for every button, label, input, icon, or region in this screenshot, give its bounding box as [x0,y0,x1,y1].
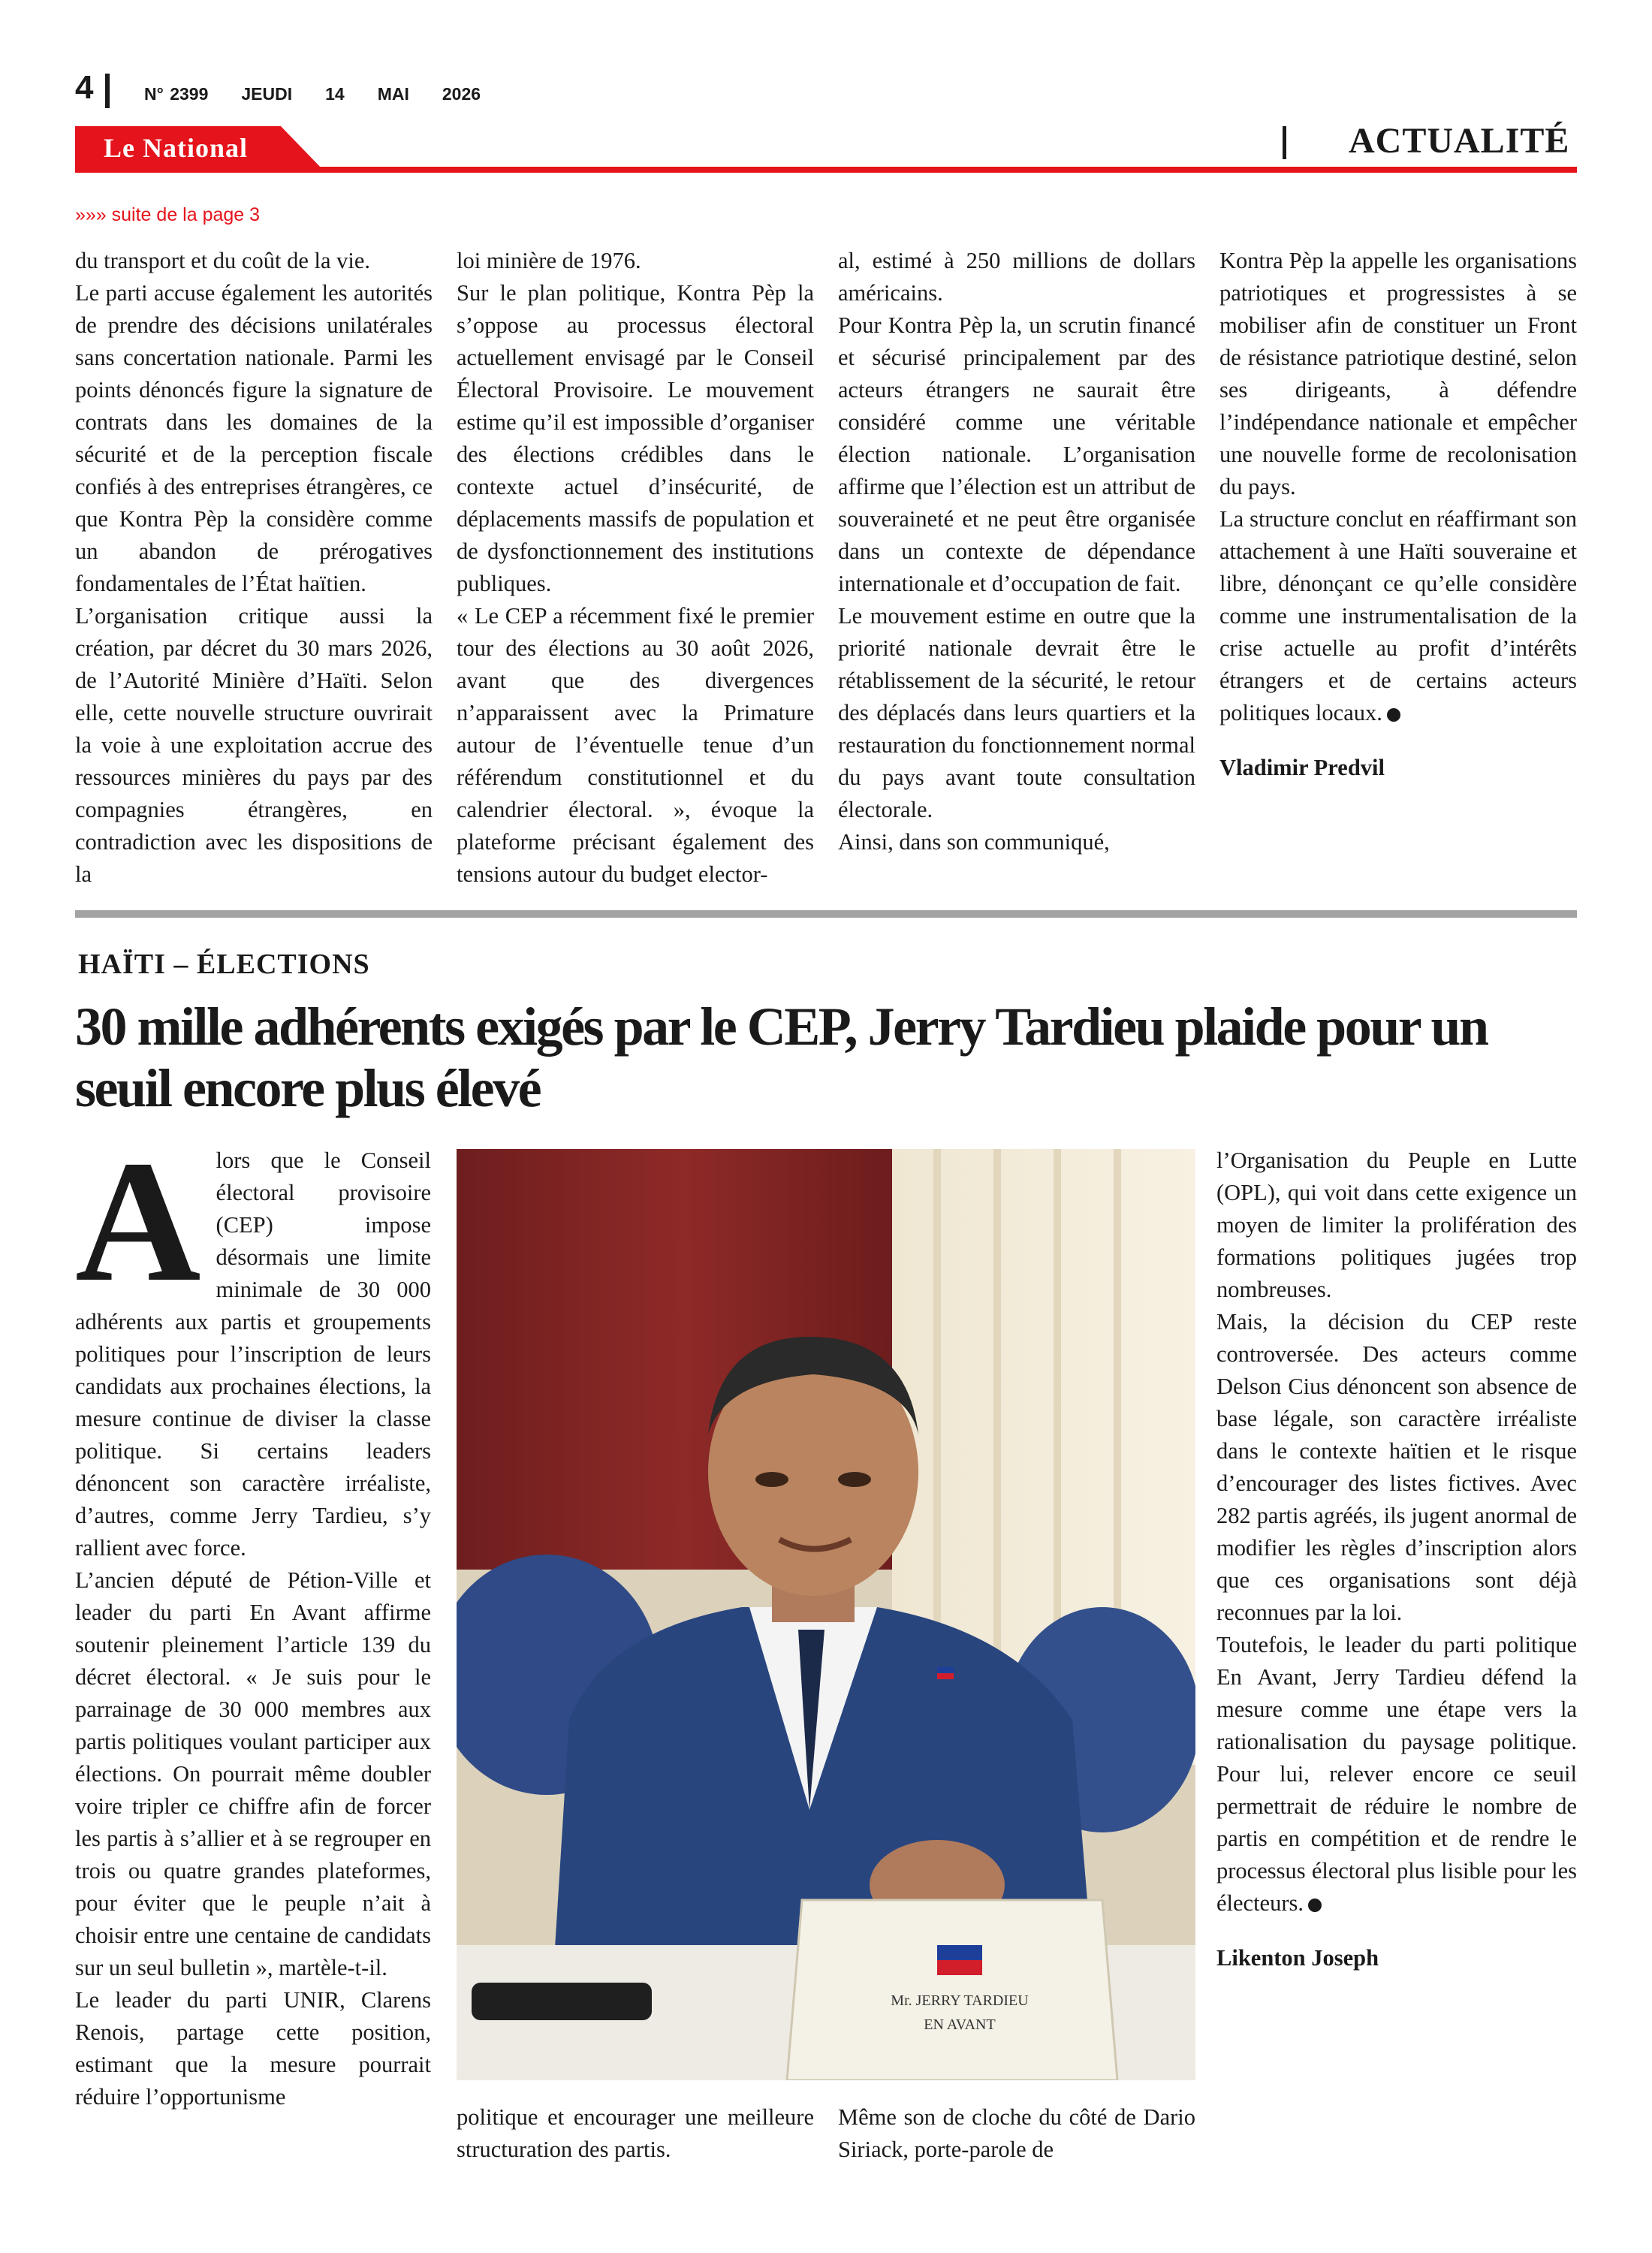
paragraph: Le mouvement estime en outre que la priorité nationale devrait être le rétablissement de la sécurité, le retour des déplacés dans leurs quartiers et la restauration du fonctionnement normal du pays avant toute consultation électorale. [838,603,1195,822]
article-separator [75,910,1577,918]
issue-weekday: JEUDI [241,84,293,104]
paragraph-text: La structure conclut en réaffirmant son attachement à une Haïti souveraine et libre, dénonçant ce qu’elle considère comme une instrumentalisation de la crise actuelle au profit d’intérêts étrangers et de certains acteurs politiques locaux. [1219,506,1577,725]
page-number: 4 [75,69,94,106]
paragraph: L’ancien député de Pétion-Ville et leader du parti En Avant affirme soutenir pleinement l’article 139 du décret électoral. « Je suis pour le parrainage de 30 000 membres aux partis politiques voulant participer aux élections. On pourrait même doubler voire tripler ce chiffre afin de forcer les partis à s’allier et à se regrouper en trois ou quatre grandes plateformes, pour éviter que le peuple n’ait à choisir entre une centaine de candidats sur un seul bulletin », martèle-t-il. [75,1567,431,1980]
main-article-column-3 [838,2101,1195,2166]
author-byline: Vladimir Predvil [1219,755,1385,780]
top-article-column-1 [75,245,433,891]
top-article-column-3 [838,245,1195,858]
author-byline: Likenton Joseph [1216,1945,1379,1971]
header-rule [75,167,1577,173]
paragraph: Kontra Pèp la appelle les organisations patriotiques et progressistes à se mobiliser afin de constituer un Front de résistance patriotique destiné, selon ses dirigeants, à défendre l’indépendance nationale et empêcher une nouvelle forme de recolonisation du pays. [1219,248,1577,499]
article-headline: 30 mille adhérents exigés par le CEP, Jerry Tardieu plaide pour un seuil encore plus élevé [75,997,1488,1118]
paragraph: du transport et du coût de la vie. [75,248,371,273]
paragraph: Le parti accuse également les autorités de prendre des décisions unilatérales sans concertation nationale. Parmi les points dénoncés figure la signature de contrats dans les domaines de la sécurité et de la perception fiscale confiés à des entreprises étrangères, ce que Kontra Pèp la considère comme un abandon de prérogatives fondamentales de l’État haïtien. [75,280,433,596]
placard-name: Mr. JERRY TARDIEU [891,1992,1029,2009]
end-of-article-icon [1308,1899,1322,1912]
continued-from-label: »»» suite de la page 3 [75,204,261,225]
lead-text: lors que le Conseil électoral provisoire (CEP) impose désormais une limite minimale de 30 000 adhérents aux partis et groupements politiques pour l’inscription de leurs candidats aux prochaines élections, la mesure continue de diviser la classe politique. Si certains leaders dénoncent son caractère irréaliste, d’autres, comme Jerry Tardieu, s’y rallient avec force. [75,1148,431,1561]
issue-month: MAI [377,84,409,104]
issue-day: 14 [325,84,345,104]
placard-party: EN AVANT [924,2016,996,2033]
paragraph: « Le CEP a récemment fixé le premier tour des élections au 30 août 2026, avant que des divergences n’apparaissent avec la Primature autour de l’éventuelle tenue d’un référendum constitutionnel et du calendrier électoral. », évoque la plateforme précisant également des tensions autour du budget elector- [457,603,814,887]
paragraph-text: Toutefois, le leader du parti politique En Avant, Jerry Tardieu défend la mesure comme une étape vers la rationalisation du paysage politique. Pour lui, relever encore ce seuil permettrait de réduire le nombre de partis en compétition et de rendre le processus électoral plus lisible pour les électeurs. [1216,1632,1577,1916]
section-title: ACTUALITÉ [1349,121,1570,161]
paragraph: al, estimé à 250 millions de dollars américains. [838,248,1195,306]
paragraph: Ainsi, dans son communiqué, [838,829,1110,855]
paragraph: Mais, la décision du CEP reste controversée. Des acteurs comme Delson Cius dénoncent son absence de base légale, son caractère irréaliste dans le contexte haïtien et le risque d’encourager des listes fictives. Avec 282 partis agréés, ils jugent anormal de modifier les règles d’inscription alors que ces organisations sont déjà reconnues par la loi. [1216,1309,1577,1625]
top-article-column-2 [457,245,814,891]
end-of-article-icon [1387,708,1400,722]
article-kicker: HAÏTI – ÉLECTIONS [78,949,370,980]
top-article-column-4 [1219,245,1577,784]
paragraph: Pour Kontra Pèp la, un scrutin financé et sécurisé principalement par des acteurs étrangers ne saurait être considéré comme une véritable élection nationale. L’organisation affirme que l’élection est un attribut de souveraineté et ne peut être organisée dans un contexte de dépendance internationale et d’occupation de fait. [838,312,1195,596]
main-article-column-4 [1216,1145,1577,1974]
article-photo [457,1149,1195,2080]
paragraph: loi minière de 1976. [457,248,641,273]
issue-year: 2026 [442,84,481,104]
paragraph: Le leader du parti UNIR, Clarens Renois, partage cette position, estimant que la mesure pourrait réduire l’opportunisme [75,1987,431,2110]
paragraph [1216,1629,1577,1920]
paragraph: L’organisation critique aussi la création, par décret du 30 mars 2026, de l’Autorité Minière d’Haïti. Selon elle, cette nouvelle structure ouvrirait la voie à une exploitation accrue des ressources minières du pays par des compagnies étrangères, en contradiction avec les dispositions de la [75,603,433,887]
paragraph [1219,503,1577,729]
paragraph: l’Organisation du Peuple en Lutte (OPL), qui voit dans cette exigence un moyen de limiter la prolifération des formations politiques jugées trop nombreuses. [1216,1148,1577,1302]
main-article-column-1 [75,1125,431,2113]
page-number-divider [105,74,110,108]
brand-name: Le National [104,133,249,163]
paragraph: politique et encourager une meilleure structuration des partis. [457,2104,814,2162]
paragraph: Sur le plan politique, Kontra Pèp la s’oppose au processus électoral actuellement envisagé par le Conseil Électoral Provisoire. Le mouvement estime qu’il est impossible d’organiser des élections crédibles dans le contexte actuel d’insécurité, de déplacements massifs de population et de dysfonctionnement des institutions publiques. [457,280,814,596]
section-divider [1283,126,1286,159]
paragraph [75,1125,431,1564]
main-article-column-2 [457,2101,814,2166]
paragraph: Même son de cloche du côté de Dario Siriack, porte-parole de [838,2104,1195,2162]
drop-cap: A [75,1125,201,1318]
issue-number: N° 2399 [144,84,209,104]
issue-info [144,84,514,104]
